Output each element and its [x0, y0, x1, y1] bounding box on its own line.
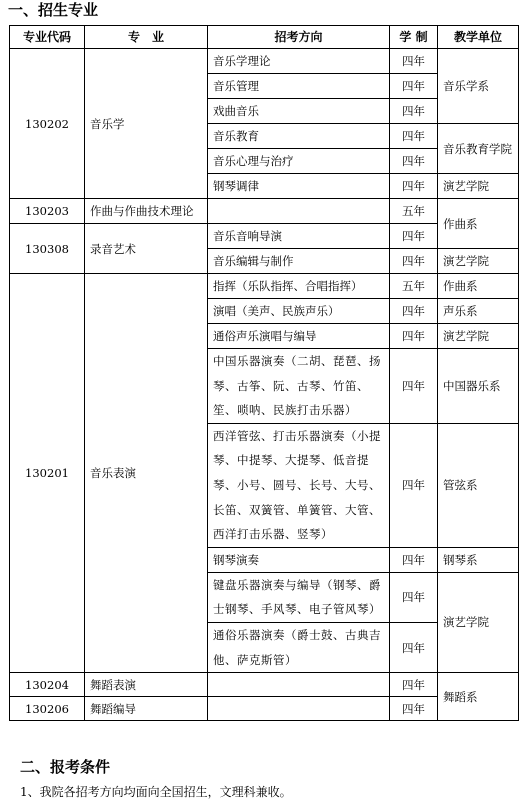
duration-cell: 四年 — [390, 249, 438, 274]
duration-cell: 五年 — [390, 199, 438, 224]
unit-cell: 作曲系 — [438, 199, 519, 249]
section-1-title: 一、招生专业 — [8, 1, 99, 19]
unit-cell: 管弦系 — [438, 423, 519, 547]
table-header-row — [10, 26, 519, 49]
direction-cell: 指挥（乐队指挥、合唱指挥） — [208, 274, 390, 299]
duration-cell: 四年 — [390, 74, 438, 99]
duration-cell: 四年 — [390, 99, 438, 124]
program-name: 舞蹈表演 — [85, 673, 208, 697]
direction-cell: 音乐编辑与制作 — [208, 249, 390, 274]
header-major: 专 业 — [85, 26, 208, 49]
duration-cell: 四年 — [390, 224, 438, 249]
direction-cell: 演唱（美声、民族声乐） — [208, 299, 390, 324]
unit-cell: 演艺学院 — [438, 324, 519, 349]
program-name: 录音艺术 — [85, 224, 208, 274]
duration-cell: 四年 — [390, 547, 438, 572]
direction-cell: 中国乐器演奏（二胡、琵琶、扬琴、古筝、阮、古琴、竹笛、笙、唢呐、民族打击乐器） — [208, 349, 390, 424]
unit-cell: 演艺学院 — [438, 249, 519, 274]
duration-cell: 四年 — [390, 149, 438, 174]
direction-cell: 钢琴演奏 — [208, 547, 390, 572]
program-code: 130202 — [10, 49, 85, 199]
duration-cell: 四年 — [390, 49, 438, 74]
unit-cell: 舞蹈系 — [438, 673, 519, 721]
table-row — [10, 274, 519, 299]
table-row — [10, 673, 519, 697]
unit-cell: 中国器乐系 — [438, 349, 519, 424]
duration-cell: 四年 — [390, 622, 438, 672]
direction-cell: 戏曲音乐 — [208, 99, 390, 124]
program-code: 130203 — [10, 199, 85, 224]
direction-cell — [208, 673, 390, 697]
duration-cell: 四年 — [390, 324, 438, 349]
direction-cell: 音乐音响导演 — [208, 224, 390, 249]
direction-cell: 西洋管弦、打击乐器演奏（小提琴、中提琴、大提琴、低音提琴、小号、圆号、长号、大号、长笛、双簧管、单簧管、大管、西洋打击乐器、竖琴） — [208, 423, 390, 547]
program-code: 130206 — [10, 697, 85, 721]
table-row — [10, 199, 519, 224]
header-code: 专业代码 — [10, 26, 85, 49]
duration-cell: 四年 — [390, 174, 438, 199]
program-name: 音乐学 — [85, 49, 208, 199]
unit-cell: 作曲系 — [438, 274, 519, 299]
duration-cell: 四年 — [390, 673, 438, 697]
unit-cell: 音乐学系 — [438, 49, 519, 124]
program-code: 130308 — [10, 224, 85, 274]
section-2-title: 二、报考条件 — [20, 758, 111, 776]
program-name: 舞蹈编导 — [85, 697, 208, 721]
direction-cell — [208, 697, 390, 721]
direction-cell: 音乐教育 — [208, 124, 390, 149]
programs-table — [9, 25, 519, 721]
program-name: 作曲与作曲技术理论 — [85, 199, 208, 224]
header-unit: 教学单位 — [438, 26, 519, 49]
unit-cell: 声乐系 — [438, 299, 519, 324]
program-name: 音乐表演 — [85, 274, 208, 673]
unit-cell: 音乐教育学院 — [438, 124, 519, 174]
direction-cell: 通俗声乐演唱与编导 — [208, 324, 390, 349]
direction-cell: 音乐管理 — [208, 74, 390, 99]
duration-cell: 四年 — [390, 572, 438, 622]
direction-cell: 音乐学理论 — [208, 49, 390, 74]
program-code: 130204 — [10, 673, 85, 697]
header-direction: 招考方向 — [208, 26, 390, 49]
direction-cell: 键盘乐器演奏与编导（钢琴、爵士钢琴、手风琴、电子管风琴） — [208, 572, 390, 622]
duration-cell: 四年 — [390, 124, 438, 149]
duration-cell: 五年 — [390, 274, 438, 299]
table-row — [10, 49, 519, 74]
duration-cell: 四年 — [390, 299, 438, 324]
program-code: 130201 — [10, 274, 85, 673]
direction-cell: 音乐心理与治疗 — [208, 149, 390, 174]
unit-cell: 演艺学院 — [438, 572, 519, 672]
header-duration: 学 制 — [390, 26, 438, 49]
direction-cell: 钢琴调律 — [208, 174, 390, 199]
unit-cell: 钢琴系 — [438, 547, 519, 572]
direction-cell: 通俗乐器演奏（爵士鼓、古典吉他、萨克斯管） — [208, 622, 390, 672]
duration-cell: 四年 — [390, 697, 438, 721]
unit-cell: 演艺学院 — [438, 174, 519, 199]
condition-paragraph: 1、我院各招考方向均面向全国招生，文理科兼收。 — [20, 785, 292, 799]
duration-cell: 四年 — [390, 349, 438, 424]
duration-cell: 四年 — [390, 423, 438, 547]
direction-cell — [208, 199, 390, 224]
